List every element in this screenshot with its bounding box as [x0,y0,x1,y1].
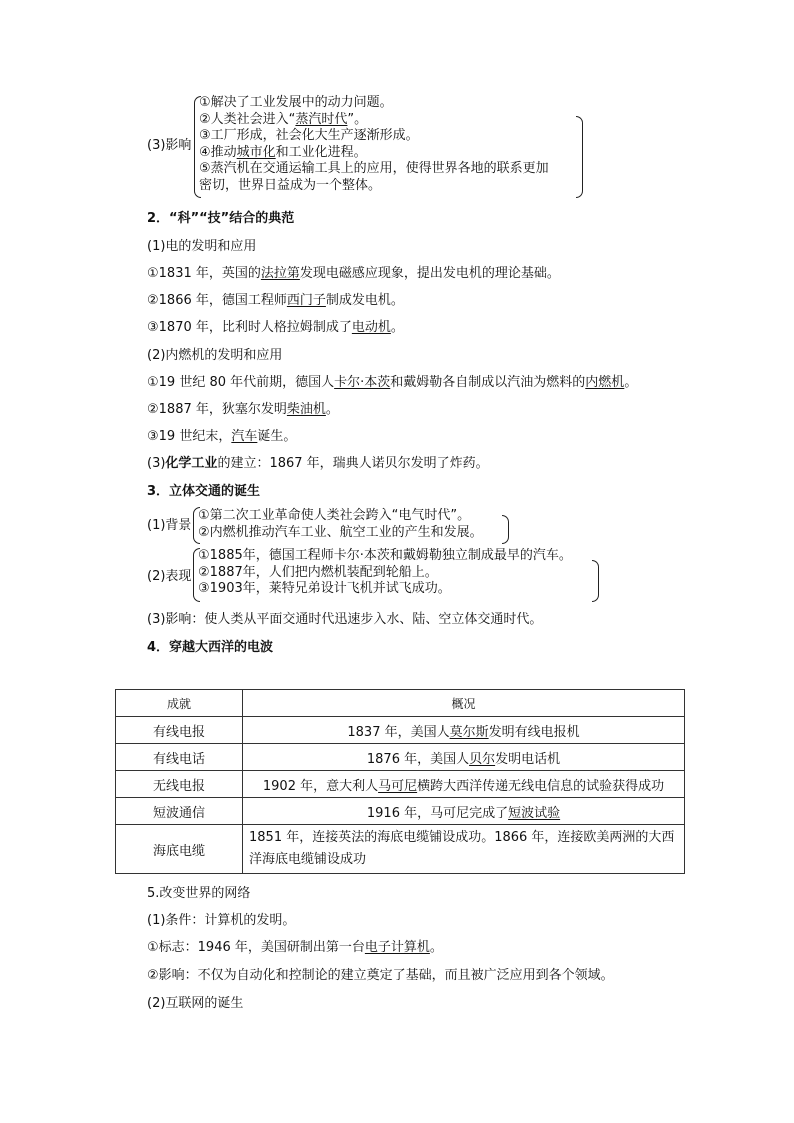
performance-right-brace [592,560,599,602]
table-cell-overview: 1916 年，马可尼完成了短波试验 [243,798,685,825]
section2-line1: ①1831 年，英国的法拉第发现电磁感应现象，提出发电机的理论基础。 [147,266,560,281]
section2-line3: ③1870 年，比利时人格拉姆制成了电动机。 [147,320,404,335]
background-right-brace [502,515,509,544]
impact-item-1: ①解决了工业发展中的动力问题。 [199,95,393,110]
section2-title: 2．“科”“技”结合的典范 [147,211,295,226]
table-cell-overview: 1851 年，连接英法的海底电缆铺设成功。1866 年，连接欧美两洲的大西洋海底电缆铺设成功 [243,825,685,874]
table-cell-achievement: 有线电话 [116,744,243,771]
table-cell-overview: 1837 年，美国人莫尔斯发明有线电报机 [243,717,685,744]
section5-line1: ①标志：1946 年，美国研制出第一台电子计算机。 [147,940,443,955]
table-header-overview: 概况 [243,690,685,717]
table-header-achievement: 成就 [116,690,243,717]
section5-sub1: (1)条件：计算机的发明。 [147,913,296,928]
table-cell-overview: 1902 年，意大利人马可尼横跨大西洋传递无线电信息的试验获得成功 [243,771,685,798]
background-item-1: ①第二次工业革命使人类社会跨入“电气时代”。 [198,508,471,523]
section2-line6: ③19 世纪末，汽车诞生。 [147,429,297,444]
background-item-2: ②内燃机推动汽车工业、航空工业的产生和发展。 [198,524,483,540]
table-row [116,798,685,825]
section3-title: 3．立体交通的诞生 [147,484,261,499]
table-row [116,825,685,874]
section2-sub2: (2)内燃机的发明和应用 [147,348,283,363]
table-cell-overview: 1876 年，美国人贝尔发明电话机 [243,744,685,771]
section3-impact: (3)影响：使人类从平面交通时代迅速步入水、陆、空立体交通时代。 [147,612,543,627]
table-cell-achievement: 短波通信 [116,798,243,825]
impact-label: (3)影响 [147,138,192,153]
table-cell-achievement: 有线电报 [116,717,243,744]
achievements-table [115,689,685,874]
section2-line5: ②1887 年，狄塞尔发明柴油机。 [147,402,339,417]
table-row [116,717,685,744]
section2-sub1: (1)电的发明和应用 [147,239,257,254]
performance-items [198,548,572,598]
table-cell-achievement: 海底电缆 [116,825,243,874]
performance-item-2: ②1887年，人们把内燃机装配到轮船上。 [198,564,438,580]
impact-item-3: ③工厂形成，社会化大生产逐渐形成。 [199,128,419,143]
section2-line2: ②1866 年，德国工程师西门子制成发电机。 [147,293,404,308]
impact-right-brace [576,116,583,198]
impact-item-5-cont: 密切，世界日益成为一个整体。 [199,177,382,193]
impact-item-5: ⑤蒸汽机在交通运输工具上的应用，使得世界各地的联系更加 [199,161,549,176]
performance-item-3: ③1903年，莱特兄弟设计飞机并试飞成功。 [198,581,451,596]
performance-label: (2)表现 [147,569,192,584]
section5-line2: ②影响：不仅为自动化和控制论的建立奠定了基础，而且被广泛应用到各个领域。 [147,968,614,983]
performance-item-1: ①1885年，德国工程师卡尔·本茨和戴姆勒独立制成最早的汽车。 [198,548,572,563]
impact-item-2: ②人类社会进入“蒸汽时代”。 [199,111,368,127]
section2-line4: ①19 世纪 80 年代前期，德国人卡尔·本茨和戴姆勒各自制成以汽油为燃料的内燃机。 [147,375,638,390]
impact-item-4: ④推动城市化和工业化进程。 [199,144,367,160]
table-row [116,771,685,798]
section5-title: 5.改变世界的网络 [147,886,251,901]
table-header-row [116,690,685,717]
background-label: (1)背景 [147,518,192,533]
section5-sub2: (2)互联网的诞生 [147,996,244,1011]
background-items [198,508,483,541]
section2-line7: (3)化学工业的建立：1867 年，瑞典人诺贝尔发明了炸药。 [147,456,489,471]
table-cell-achievement: 无线电报 [116,771,243,798]
impact-items [199,95,549,194]
section4-title: 4．穿越大西洋的电波 [147,640,274,655]
table-row [116,744,685,771]
